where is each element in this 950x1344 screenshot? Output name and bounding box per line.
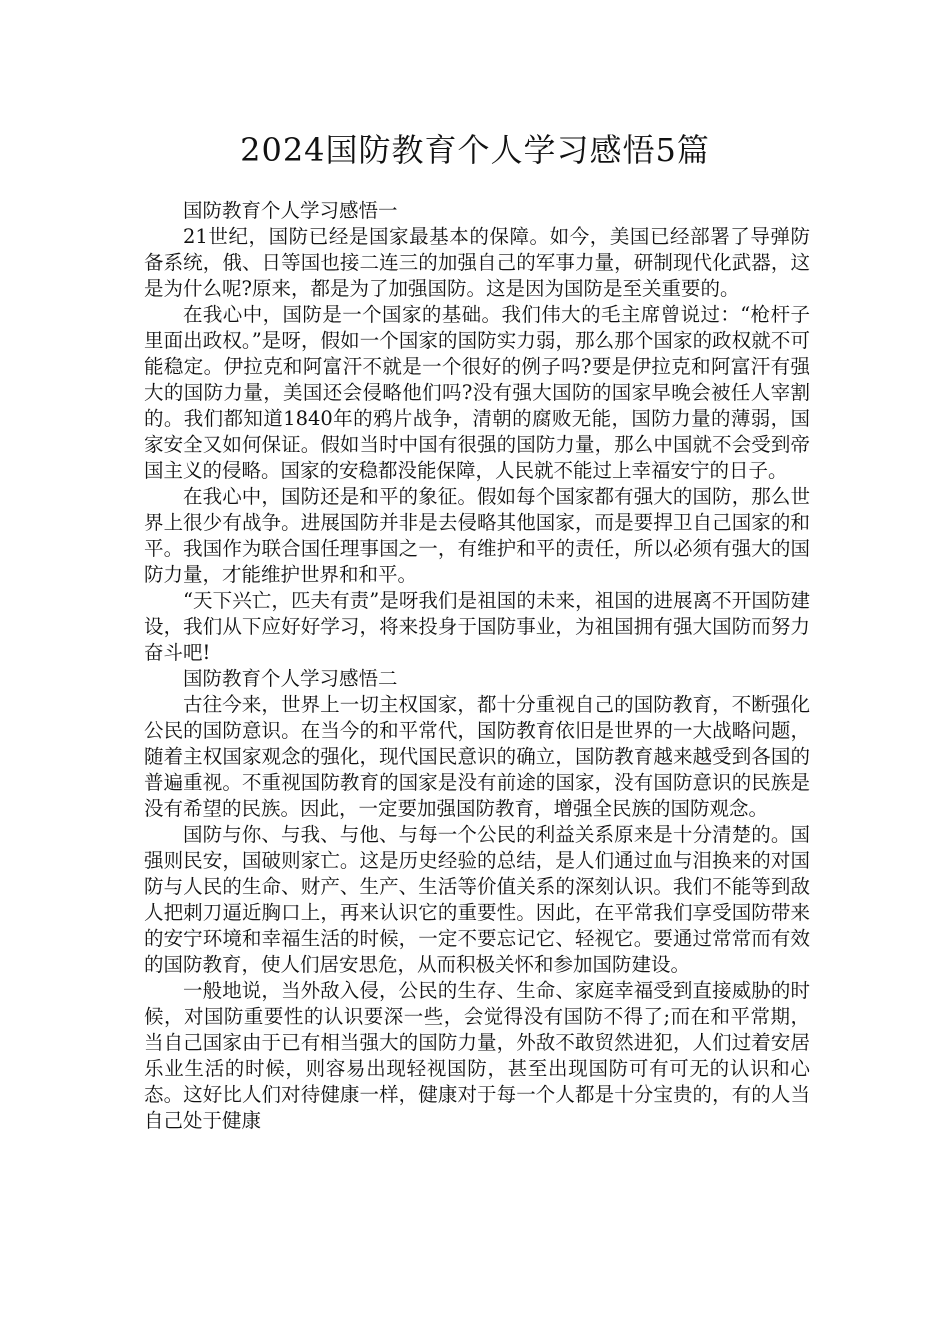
document-body: [144, 198, 810, 1134]
paragraph: 国防与你、与我、与他、与每一个公民的利益关系原来是十分清楚的。国强则民安，国破则家亡。这是历史经验的总结，是人们通过血与泪换来的对国防与人民的生命、财产、生产、生活等价值关系的深刻认识。我们不能等到敌人把刺刀逼近胸口上，再来认识它的重要性。因此，在平常我们享受国防带来的安宁环境和幸福生活的时候，一定不要忘记它、轻视它。要通过常常而有效的国防教育，使人们居安思危，从而积极关怀和参加国防建设。: [144, 823, 810, 976]
paragraph: 21世纪，国防已经是国家最基本的保障。如今，美国已经部署了导弹防备系统，俄、日等国也接二连三的加强自己的军事力量，研制现代化武器，这是为什么呢?原来，都是为了加强国防。这是因为国防是至关重要的。: [144, 225, 810, 300]
section-heading-2: 国防教育个人学习感悟二: [183, 667, 398, 690]
section-heading-1: 国防教育个人学习感悟一: [183, 199, 398, 222]
document-title: 2024国防教育个人学习感悟5篇: [240, 131, 710, 169]
paragraph: 在我心中，国防是一个国家的基础。我们伟大的毛主席曾说过：“枪杆子里面出政权。”是呀，假如一个国家的国防实力弱，那么那个国家的政权就不可能稳定。伊拉克和阿富汗不就是一个很好的例子吗?要是伊拉克和阿富汗有强大的国防力量，美国还会侵略他们吗?没有强大国防的国家早晚会被任人宰割的。我们都知道1840年的鸦片战争，清朝的腐败无能，国防力量的薄弱，国家安全又如何保证。假如当时中国有很强的国防力量，那么中国就不会受到帝国主义的侵略。国家的安稳都没能保障，人民就不能过上幸福安宁的日子。: [144, 303, 810, 482]
paragraph: “天下兴亡，匹夫有责”是呀我们是祖国的未来，祖国的进展离不开国防建设，我们从下应好好学习，将来投身于国防事业，为祖国拥有强大国防而努力奋斗吧!: [144, 589, 810, 664]
paragraph: 古往今来，世界上一切主权国家，都十分重视自己的国防教育，不断强化公民的国防意识。在当今的和平常代，国防教育依旧是世界的一大战略问题，随着主权国家观念的强化，现代国民意识的确立，国防教育越来越受到各国的普遍重视。不重视国防教育的国家是没有前途的国家，没有国防意识的民族是没有希望的民族。因此，一定要加强国防教育，增强全民族的国防观念。: [144, 693, 810, 820]
paragraph: 在我心中，国防还是和平的象征。假如每个国家都有强大的国防，那么世界上很少有战争。进展国防并非是去侵略其他国家，而是要捍卫自己国家的和平。我国作为联合国任理事国之一，有维护和平的责任，所以必须有强大的国防力量，才能维护世界和和平。: [144, 485, 810, 586]
paragraph: 一般地说，当外敌入侵，公民的生存、生命、家庭幸福受到直接威胁的时候，对国防重要性的认识要深一些，会觉得没有国防不得了;而在和平常期，当自己国家由于已有相当强大的国防力量，外敌不敢贸然进犯，人们过着安居乐业生活的时候，则容易出现轻视国防，甚至出现国防可有可无的认识和心态。这好比人们对待健康一样，健康对于每一个人都是十分宝贵的，有的人当自己处于健康: [144, 979, 810, 1132]
